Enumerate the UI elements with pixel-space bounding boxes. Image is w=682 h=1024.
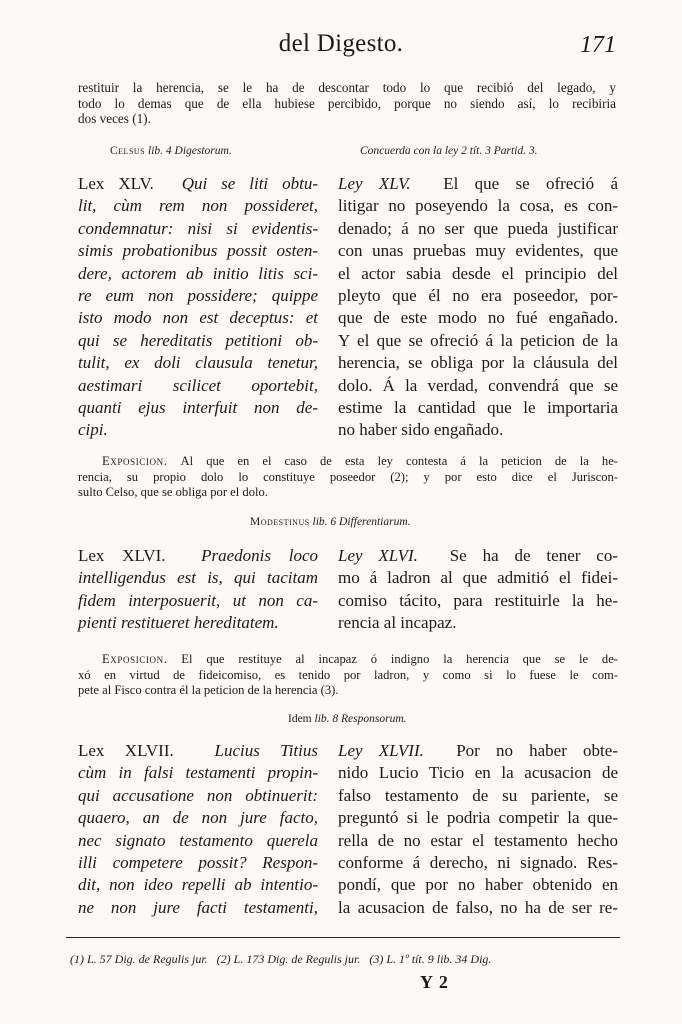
section-3-latin-text (78, 740, 318, 919)
latin-line: simis probationibus possit osten- (78, 241, 318, 261)
latin-line: isto modo non est deceptus: et (78, 308, 318, 328)
spanish-line: conforme á derecho, ni signado. Res- (338, 853, 618, 873)
latin-line: nec signato testamento querela (78, 830, 318, 850)
exposicion-line: sulto Celso, que se obliga por el dolo. (78, 485, 268, 499)
intro-line: restituir la herencia, se le ha de descontar todo lo que recibió del legado, y (78, 80, 616, 95)
latin-line: ne non jure facti testamenti, (78, 897, 318, 917)
latin-line: intelligendus est is, qui tacitam (78, 568, 318, 588)
exposicion-label: Exposicion. (102, 652, 168, 666)
source-author: Idem (288, 713, 312, 725)
latin-line: fidem interposuerit, ut non ca- (78, 590, 318, 610)
source-work: lib. 8 Responsorum. (314, 713, 407, 725)
latin-line: re eum non possidere; quippe (78, 286, 318, 306)
latin-line: Lex XLVII. Lucius Titius (78, 741, 318, 760)
spanish-line: pondí, que por no haber obtenido en (338, 875, 618, 895)
spanish-line: Ley XLV. El que se ofreció á (338, 174, 618, 193)
latin-line: quaero, an de non jure facto, (78, 808, 318, 828)
footnote-2: (2) L. 173 Dig. de Regulis jur. (216, 952, 361, 966)
lex-heading: Lex XLVI. (78, 546, 166, 565)
latin-line: quanti ejus interfuit non de- (78, 398, 318, 418)
section-2-spanish-text (338, 545, 618, 635)
spanish-line: no haber sido engañado. (338, 420, 504, 440)
spanish-line: estime la cantidad que le importaria (338, 398, 618, 418)
section-1-exposicion (78, 454, 618, 501)
latin-line: Lex XLVI. Praedonis loco (78, 546, 318, 565)
footnotes (70, 952, 630, 967)
latin-line: qui se hereditatis petitioni ob- (78, 330, 318, 350)
section-3-source-ref (288, 713, 407, 725)
latin-line: dit, non ideo repelli ab intentio- (78, 875, 318, 895)
exposicion-line: Exposicion. El que restituye al incapaz ó indigno la herencia que se le de- (102, 652, 618, 666)
spanish-line: con unas pruebas muy evidentes, que (338, 241, 618, 261)
spanish-line: rencia al incapaz. (338, 613, 457, 633)
source-author: Celsus (110, 145, 146, 157)
latin-line: Lex XLV. Qui se liti obtu- (78, 174, 318, 193)
section-2-latin-text (78, 545, 318, 635)
spanish-line: Y el que se ofreció á la peticion de la (338, 330, 618, 350)
exposicion-line: rencia, su propio dolo lo constituye poseedor (2); y por esto dice el Juriscon- (78, 469, 618, 484)
exposicion-line: Exposicion. Al que en el caso de esta ley contesta á la peticion de la he- (102, 454, 619, 468)
latin-line: illi competere possit? Respon- (78, 853, 318, 873)
latin-line: qui accusatione non obtinuerit: (78, 785, 318, 805)
section-1-spanish-text (338, 173, 618, 442)
latin-line: lit, cùm rem non possideret, (78, 196, 318, 216)
latin-line: dere, actorem ab initio litis sci- (78, 263, 318, 283)
footnote-rule (66, 937, 620, 938)
spanish-line: la acusacion de falso, no ha de ser re- (338, 897, 618, 917)
latin-line: cipi. (78, 420, 108, 440)
section-3-spanish-text (338, 740, 618, 919)
lex-heading: Lex XLV. (78, 174, 154, 193)
section-2-exposicion (78, 652, 618, 699)
lex-heading: Lex XLVII. (78, 741, 174, 760)
section-1-concordance-ref (360, 145, 537, 157)
exposicion-line: xó en virtud de fideicomiso, es tenido por ladron, y como si lo fuese le com- (78, 667, 618, 682)
latin-line: aestimari scilicet oportebit, (78, 375, 318, 395)
intro-paragraph (78, 80, 616, 127)
spanish-line: falso testamento de su pariente, se (338, 785, 618, 805)
ley-heading: Ley XLVI. (338, 546, 418, 565)
exposicion-label: Exposicion. (102, 454, 168, 468)
spanish-line: dolo. Á la verdad, convendrá que se (338, 375, 618, 395)
spanish-line: pleyto que él no era poseedor, por- (338, 286, 618, 306)
latin-line: pienti restitueret hereditatem. (78, 613, 279, 633)
spanish-line: herencia, se obliga por la cláusula del (338, 353, 618, 373)
intro-line: todo lo demas que de ella hubiese percibido, porque no siendo así, lo recibiria (78, 95, 616, 111)
footnote-1: (1) L. 57 Dig. de Regulis jur. (70, 952, 208, 966)
page-number: 171 (580, 32, 616, 58)
section-1-latin-text (78, 173, 318, 442)
spanish-line: mo á ladron al que admitió el fidei- (338, 568, 618, 588)
spanish-line: Ley XLVI. Se ha de tener co- (338, 546, 618, 565)
spanish-line: Ley XLVII. Por no haber obte- (338, 741, 618, 760)
exposicion-line: pete al Fisco contra él la peticion de la herencia (3). (78, 683, 339, 697)
spanish-line: el actor sabia desde el principio del (338, 263, 618, 283)
spanish-line: preguntó si le podria competir la que- (338, 808, 618, 828)
spanish-line: rella de no estar el testamento hecho (338, 830, 618, 850)
latin-line: condemnatur: nisi si evidentis- (78, 218, 318, 238)
latin-line: tulit, ex doli clausula tenetur, (78, 353, 318, 373)
source-work: lib. 4 Digestorum. (148, 145, 232, 157)
spanish-line: litigar no poseyendo la cosa, es con- (338, 196, 618, 216)
section-2-source-ref (250, 516, 411, 528)
ley-heading: Ley XLVII. (338, 741, 424, 760)
spanish-line: denado; á no ser que pueda justificar (338, 218, 618, 238)
spanish-line: nido Lucio Ticio en la acusacion de (338, 763, 618, 783)
spanish-line: comiso tácito, para restituirle la he- (338, 590, 618, 610)
ley-heading: Ley XLV. (338, 174, 411, 193)
running-header-title: del Digesto. (278, 30, 404, 57)
spanish-line: que de este modo no fué engañado. (338, 308, 618, 328)
footnote-3: (3) L. 1º tít. 9 lib. 34 Dig. (369, 952, 492, 966)
source-author: Modestinus (250, 516, 310, 528)
intro-line: dos veces (1). (78, 111, 151, 126)
source-work: lib. 6 Differentiarum. (312, 516, 411, 528)
latin-line: cùm in falsi testamenti propin- (78, 763, 318, 783)
section-1-source-ref (110, 145, 232, 157)
signature-mark: Y 2 (420, 972, 449, 992)
concordance-text: Concuerda con la ley 2 tít. 3 Partid. 3. (360, 145, 538, 157)
